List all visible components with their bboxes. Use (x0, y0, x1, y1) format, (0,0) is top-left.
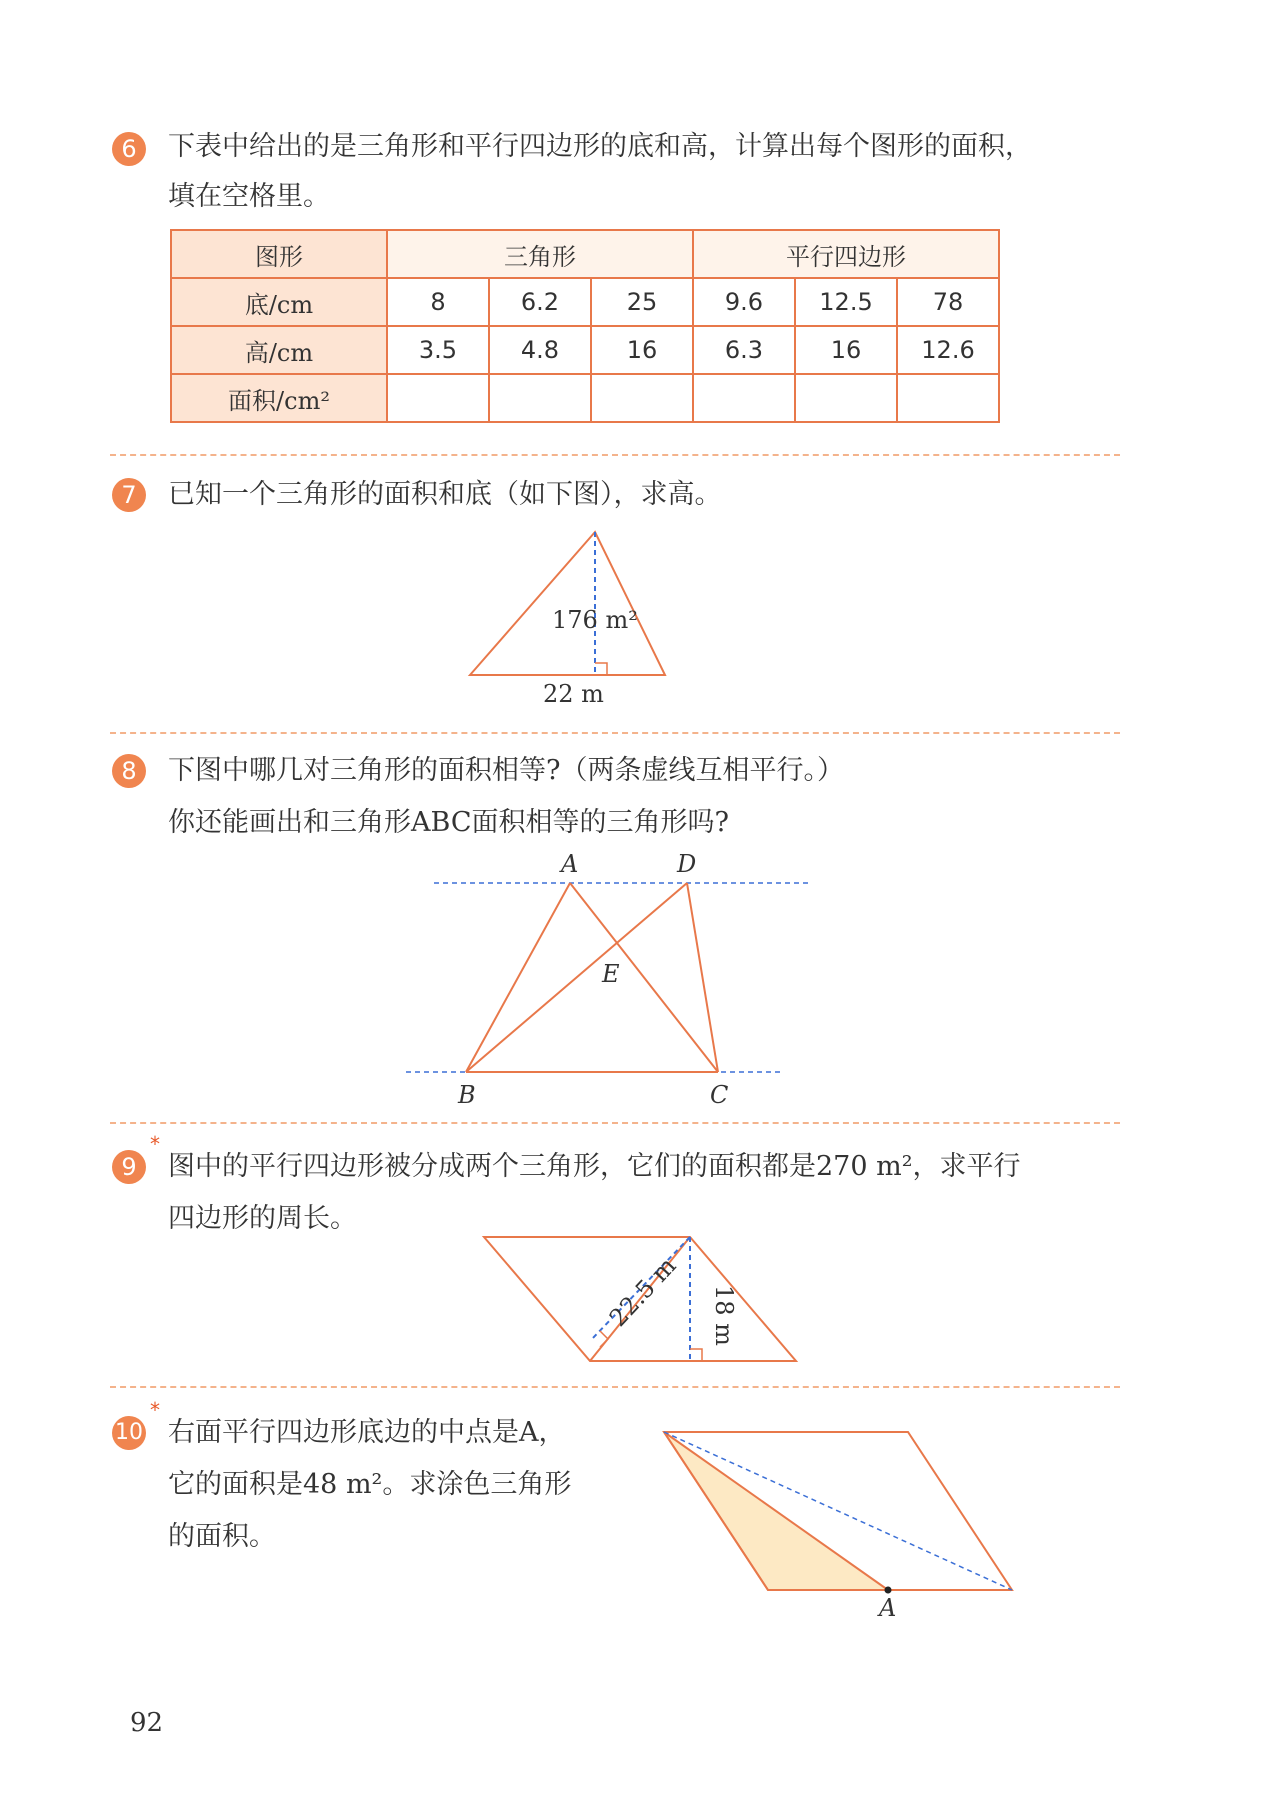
point-c-label: C (710, 1081, 729, 1109)
section-divider (110, 1386, 1120, 1388)
midpoint-a-label: A (879, 1594, 897, 1620)
table-header-shape: 图形 (171, 230, 387, 278)
table-cell: 78 (897, 278, 999, 326)
base-height-table (170, 229, 1000, 423)
question-10-line3: 的面积。 (168, 1521, 276, 1552)
answer-cell[interactable] (897, 374, 999, 422)
question-10-line2: 它的面积是48 m²。求涂色三角形 (168, 1469, 572, 1500)
answer-cell[interactable] (489, 374, 591, 422)
table-cell: 9.6 (693, 278, 795, 326)
triangle-shape (470, 532, 665, 675)
table-cell: 25 (591, 278, 693, 326)
point-b-label: B (458, 1081, 476, 1109)
right-angle-mark (595, 663, 607, 675)
question-8-number: 8 (112, 754, 146, 788)
question-9-number: 9 (112, 1150, 146, 1184)
height-length-label: 18 m (710, 1285, 738, 1346)
segment-ac (570, 883, 718, 1072)
challenge-star-icon: * (150, 1398, 160, 1422)
question-10-parallelogram-figure (650, 1420, 1030, 1620)
right-angle-mark (690, 1349, 702, 1361)
shaded-triangle (664, 1432, 888, 1590)
table-cell: 12.6 (897, 326, 999, 374)
question-6-line2: 填在空格里。 (168, 181, 330, 212)
question-7-number: 7 (112, 478, 146, 512)
table-header-triangle: 三角形 (387, 230, 693, 278)
point-d-label: D (677, 850, 697, 878)
question-8-line1: 下图中哪几对三角形的面积相等?（两条虚线互相平行。） (168, 755, 844, 786)
question-8-figure (400, 850, 820, 1115)
table-cell: 16 (591, 326, 693, 374)
table-cell: 6.3 (693, 326, 795, 374)
table-cell: 16 (795, 326, 897, 374)
table-header-parallelogram: 平行四边形 (693, 230, 999, 278)
row-label-height: 高/cm (171, 326, 387, 374)
point-e-label: E (602, 960, 620, 988)
base-label: 22 m (543, 680, 604, 708)
row-label-base: 底/cm (171, 278, 387, 326)
table-cell: 3.5 (387, 326, 489, 374)
answer-cell[interactable] (591, 374, 693, 422)
page-number: 92 (130, 1708, 164, 1738)
segment-dc (687, 883, 718, 1072)
answer-cell[interactable] (693, 374, 795, 422)
question-7-text: 已知一个三角形的面积和底（如下图），求高。 (168, 479, 722, 510)
row-label-area: 面积/cm² (171, 374, 387, 422)
question-7-triangle-figure (440, 520, 700, 710)
question-9-line1: 图中的平行四边形被分成两个三角形，它们的面积都是270 m²，求平行 (168, 1151, 1021, 1182)
challenge-star-icon: * (150, 1132, 160, 1156)
midpoint-dot (885, 1587, 892, 1594)
question-6-line1: 下表中给出的是三角形和平行四边形的底和高，计算出每个图形的面积， (168, 131, 1032, 162)
answer-cell[interactable] (795, 374, 897, 422)
table-cell: 4.8 (489, 326, 591, 374)
question-6-number: 6 (112, 132, 146, 166)
answer-cell[interactable] (387, 374, 489, 422)
segment-db (466, 883, 687, 1072)
table-cell: 8 (387, 278, 489, 326)
table-cell: 12.5 (795, 278, 897, 326)
area-label: 176 m² (552, 606, 638, 634)
section-divider (110, 454, 1120, 456)
question-10-line1: 右面平行四边形底边的中点是A， (168, 1417, 566, 1448)
question-9-line2: 四边形的周长。 (168, 1203, 357, 1234)
question-9-parallelogram-figure (470, 1225, 810, 1375)
section-divider (110, 732, 1120, 734)
segment-ab (466, 883, 570, 1072)
question-8-line2: 你还能画出和三角形ABC面积相等的三角形吗? (168, 807, 729, 838)
section-divider (110, 1122, 1120, 1124)
side-length-label: 22.5 m (603, 1251, 682, 1333)
point-a-label: A (561, 850, 579, 878)
question-10-number: 10 (112, 1416, 146, 1450)
table-cell: 6.2 (489, 278, 591, 326)
